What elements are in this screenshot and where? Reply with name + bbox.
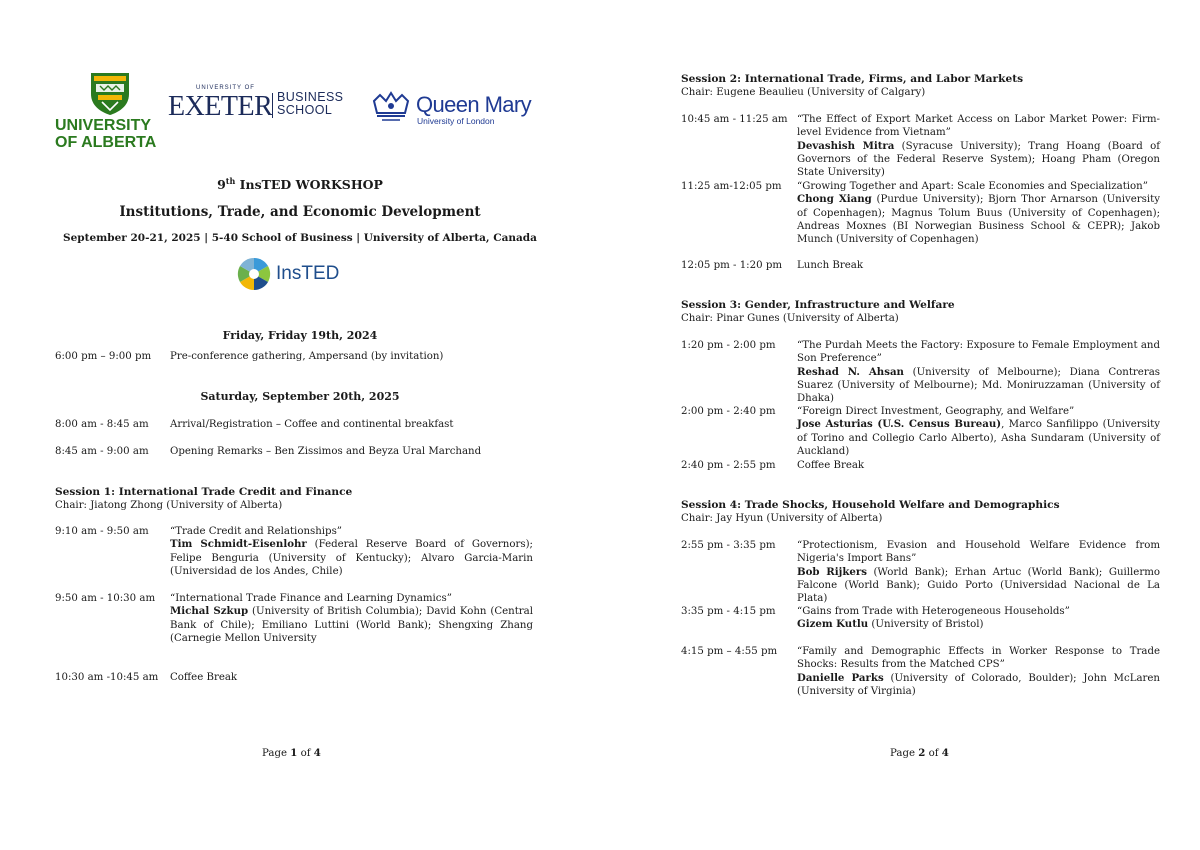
talk-presenter: Reshad N. Ahsan	[797, 365, 904, 378]
talk-time: 2:55 pm - 3:35 pm	[681, 540, 776, 551]
talk-title: “Trade Credit and Relationships”	[170, 526, 343, 537]
talk-authors: Gizem Kutlu (University of Bristol)	[797, 618, 984, 631]
talk-authors: Bob Rijkers (World Bank); Erhan Artuc (World Bank); Guillermo Falcone (World Bank); Guido Porto (Universidad Nacional de La Plata)	[797, 565, 1160, 605]
talk-entry	[170, 525, 533, 578]
talk-presenter: Bob Rijkers	[797, 565, 867, 578]
workshop-title: 9th InsTED WORKSHOP	[217, 176, 383, 193]
day-heading-friday: Friday, Friday 19th, 2024	[222, 329, 378, 342]
day-heading-saturday: Saturday, September 20th, 2025	[200, 390, 400, 403]
talk-presenter: Michal Szkup	[170, 605, 249, 618]
queen-mary-logo: Queen Mary University of London	[416, 92, 532, 126]
break-time: 10:30 am -10:45 am	[55, 672, 159, 683]
talk-authors: Michal Szkup (University of British Columbia); David Kohn (Central Bank of Chile); Emiliano Luttini (World Bank); Shengxing Zhang (Carnegie Mellon University	[170, 605, 534, 644]
queen-mary-crown-icon	[370, 91, 412, 123]
break-label: Coffee Break	[170, 672, 238, 683]
talk-time: 9:10 am - 9:50 am	[55, 526, 149, 537]
talk-title: “Growing Together and Apart: Scale Economies and Specialization”	[797, 181, 1148, 192]
talk-entry	[797, 113, 1160, 179]
talk-presenter: Tim Schmidt-Eisenlohr	[170, 538, 307, 551]
schedule-item: Opening Remarks – Ben Zissimos and Beyza Ural Marchand	[170, 446, 482, 457]
talk-entry	[797, 539, 1160, 605]
talk-authors: Devashish Mitra (Syracuse University); Trang Hoang (Board of Governors of the Federal Reserve System); Hoang Pham (Oregon State University)	[797, 139, 1161, 179]
schedule-time: 6:00 pm – 9:00 pm	[55, 351, 152, 362]
talk-authors: Tim Schmidt-Eisenlohr (Federal Reserve Board of Governors); Felipe Benguria (University of Kentucky); Alvaro Garcia-Marin (Universidad de los Andes, Chile)	[170, 538, 533, 577]
talk-time: 11:25 am-12:05 pm	[681, 181, 782, 192]
schedule-item: Arrival/Registration – Coffee and continental breakfast	[170, 419, 454, 430]
session-1-chair: Chair: Jiatong Zhong (University of Alberta)	[55, 500, 283, 511]
exeter-divider	[272, 93, 273, 118]
talk-time: 4:15 pm – 4:55 pm	[681, 646, 778, 657]
talk-presenter: Danielle Parks	[797, 671, 884, 684]
page-footer: Page 2 of 4	[890, 747, 949, 759]
talk-authors: Reshad N. Ahsan (University of Melbourne); Diana Contreras Suarez (University of Melbourne); Md. Moniruzzaman (University of Dhaka)	[797, 365, 1160, 405]
page-footer: Page 1 of 4	[262, 747, 321, 759]
talk-time: 10:45 am - 11:25 am	[681, 114, 788, 125]
break-time: 12:05 pm - 1:20 pm	[681, 260, 782, 271]
talk-presenter: Jose Asturias (U.S. Census Bureau)	[797, 418, 1002, 431]
break-label: Lunch Break	[797, 260, 864, 271]
talk-presenter: Chong Xiang	[797, 193, 872, 206]
session-4-title: Session 4: Trade Shocks, Household Welfare and Demographics	[681, 499, 1060, 511]
workshop-subtitle: Institutions, Trade, and Economic Development	[119, 204, 481, 220]
talk-title: “The Purdah Meets the Factory: Exposure to Female Employment and Son Preference”	[797, 340, 1160, 365]
insted-pinwheel-icon	[236, 256, 272, 292]
session-3-chair: Chair: Pinar Gunes (University of Alberta)	[681, 313, 899, 324]
talk-presenter: Gizem Kutlu	[797, 618, 869, 631]
talk-authors: Danielle Parks (University of Colorado, Boulder); John McLaren (University of Virginia)	[797, 671, 1160, 697]
session-3-title: Session 3: Gender, Infrastructure and Welfare	[681, 299, 955, 311]
exeter-university-of: UNIVERSITY OF	[196, 85, 255, 91]
talk-time: 3:35 pm - 4:15 pm	[681, 606, 776, 617]
talk-entry	[797, 405, 1160, 458]
university-of-alberta-crest-icon	[88, 70, 132, 116]
talk-entry	[797, 605, 1160, 632]
talk-authors: Jose Asturias (U.S. Census Bureau), Marco Sanfilippo (University of Torino and Collegio Carlo Alberto), Asha Sundaram (University of Auckland)	[797, 418, 1160, 457]
talk-authors: Chong Xiang (Purdue University); Bjorn Thor Arnarson (University of Copenhagen); Magnus Tolum Buus (University of Copenhagen); Andreas Moxnes (BI Norwegian Business School & CEPR); Jakob Munch (University of Copenhagen)	[797, 193, 1160, 246]
talk-time: 1:20 pm - 2:00 pm	[681, 340, 776, 351]
exeter-wordmark: EXETER	[168, 91, 273, 122]
talk-time: 9:50 am - 10:30 am	[55, 593, 156, 604]
session-2-chair: Chair: Eugene Beaulieu (University of Calgary)	[681, 87, 926, 98]
talk-entry	[797, 339, 1160, 405]
session-2-title: Session 2: International Trade, Firms, and Labor Markets	[681, 73, 1024, 85]
talk-entry	[797, 645, 1160, 698]
insted-logo: InsTED	[236, 256, 348, 292]
talk-title: “Foreign Direct Investment, Geography, and Welfare”	[797, 406, 1075, 417]
schedule-time: 8:45 am - 9:00 am	[55, 446, 149, 457]
talk-entry	[797, 180, 1160, 246]
page-2	[600, 0, 1200, 850]
talk-entry	[170, 592, 533, 645]
schedule-time: 8:00 am - 8:45 am	[55, 419, 149, 430]
break-label: Coffee Break	[797, 460, 865, 471]
talk-title: “Protectionism, Evasion and Household Welfare Evidence from Nigeria's Import Bans”	[797, 540, 1160, 565]
session-1-title: Session 1: International Trade Credit and Finance	[55, 486, 353, 498]
talk-title: “Family and Demographic Effects in Worker Response to Trade Shocks: Results from the Matched CPS”	[797, 646, 1160, 671]
session-4-chair: Chair: Jay Hyun (University of Alberta)	[681, 513, 883, 524]
talk-time: 2:00 pm - 2:40 pm	[681, 406, 776, 417]
schedule-item: Pre-conference gathering, Ampersand (by invitation)	[170, 351, 444, 362]
talk-title: “Gains from Trade with Heterogeneous Households”	[797, 606, 1070, 617]
talk-title: “The Effect of Export Market Access on Labor Market Power: Firm-level Evidence from Vietnam”	[797, 114, 1160, 139]
talk-presenter: Devashish Mitra	[797, 139, 895, 152]
exeter-business-school-logo	[168, 85, 348, 125]
workshop-date-venue: September 20-21, 2025 | 5-40 School of Business | University of Alberta, Canada	[63, 232, 537, 244]
talk-title: “International Trade Finance and Learning Dynamics”	[170, 593, 452, 604]
exeter-business-school: BUSINESS SCHOOL	[277, 90, 344, 117]
break-time: 2:40 pm - 2:55 pm	[681, 460, 776, 471]
university-of-alberta-logo: UNIVERSITY OF ALBERTA	[55, 117, 157, 151]
